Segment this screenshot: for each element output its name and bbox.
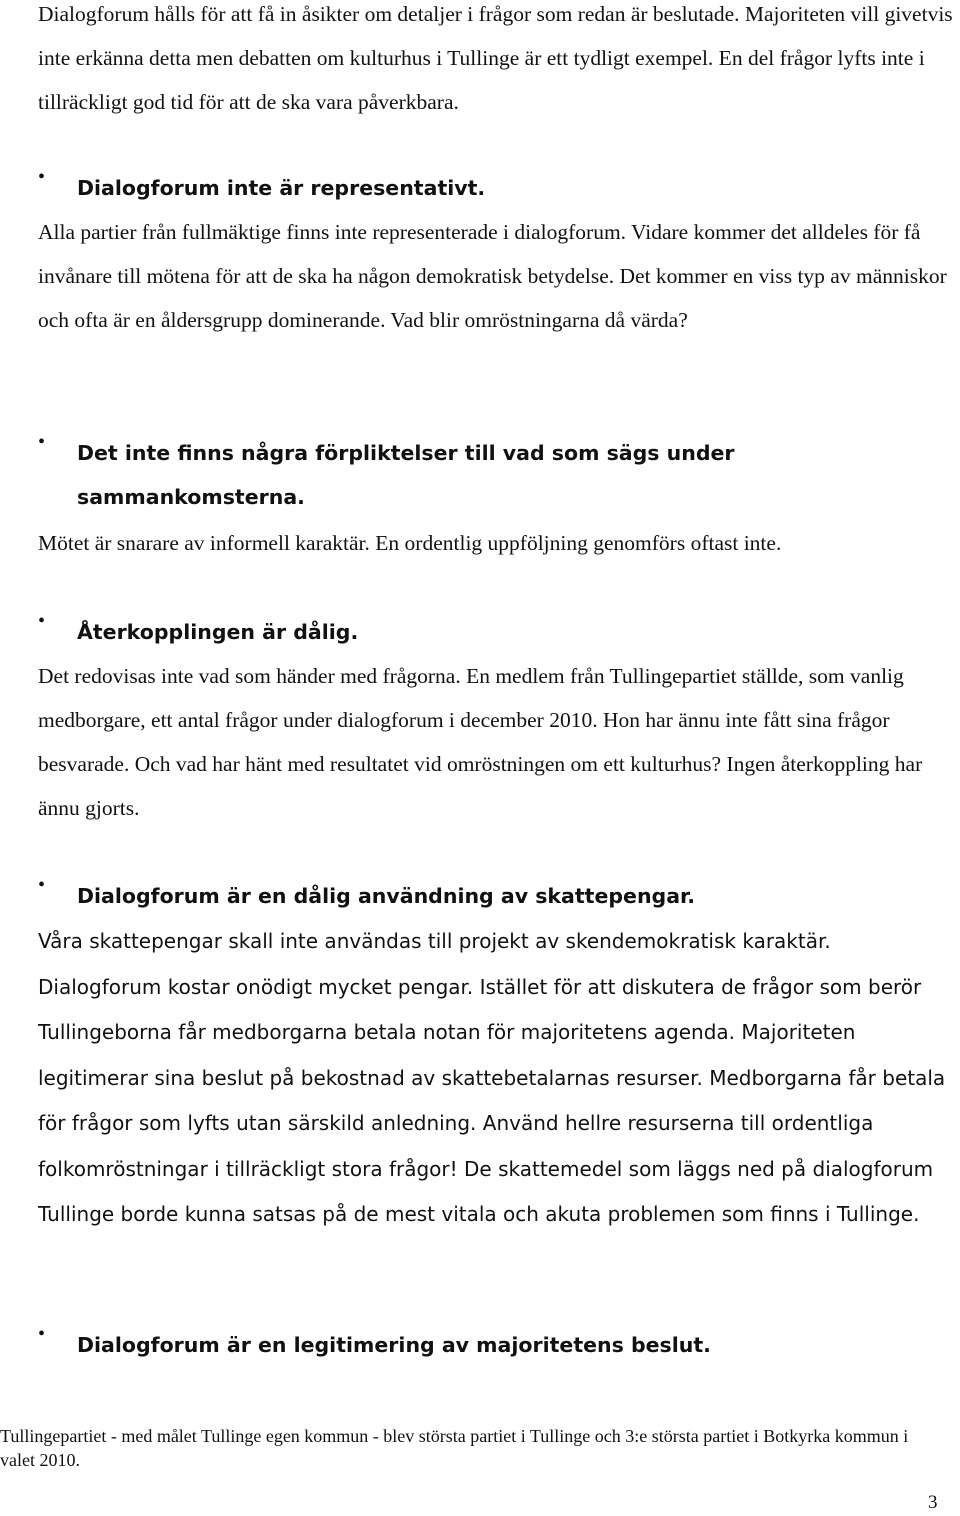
section-body-4: Våra skattepengar skall inte användas till projekt av skendemokratisk karaktär. Dialogforum kostar onödigt mycket pengar. Istället för att diskutera de frågor som berör Tullingeborna får medborgarna betala notan för majoritetens agenda. Majoriteten legitimerar sina beslut på bekostnad av skattebetalarnas resurser. Medborgarna får betala för frågor som lyfts utan särskild anledning. Använd hellre resurserna till ordentliga folkomröstningar i tillräckligt stora frågor! De skattemedel som läggs ned på dialogforum Tullinge borde kunna satsas på de mest vitala och akuta problemen som finns i Tullinge.	[38, 929, 946, 1226]
bullet-icon: •	[38, 166, 46, 188]
section-heading-4	[38, 874, 938, 918]
section-heading-2	[38, 431, 938, 519]
intro-paragraph: Dialogforum hålls för att få in åsikter om detaljer i frågor som redan är beslutade. Majoriteten vill givetvis inte erkänna detta men debatten om kulturhus i Tullinge är ett tydligt exempel. En del frågor lyfts inte i tillräckligt god tid för att de ska vara påverkbara.	[38, 2, 953, 114]
section-body-2: Mötet är snarare av informell karaktär. En ordentlig uppföljning genomförs oftast inte.	[38, 531, 782, 555]
bullet-icon: •	[38, 1323, 46, 1345]
bullet-icon: •	[38, 874, 46, 896]
section-body-1: Alla partier från fullmäktige finns inte representerade i dialogforum. Vidare kommer det alldeles för få invånare till mötena för att de ska ha någon demokratisk betydelse. Det kommer en viss typ av människor och ofta är en åldersgrupp dominerande. Vad blir omröstningarna då värda?	[38, 220, 947, 332]
section-heading-5	[38, 1323, 938, 1367]
page-number: 3	[928, 1492, 938, 1513]
section-heading-text: Dialogforum är en dålig användning av skattepengar.	[77, 884, 696, 908]
section-heading-text: Dialogforum inte är representativt.	[77, 176, 486, 200]
section-heading-text: Dialogforum är en legitimering av majoritetens beslut.	[77, 1333, 711, 1357]
bullet-icon: •	[38, 431, 46, 453]
bullet-icon: •	[38, 610, 46, 632]
section-body-3: Det redovisas inte vad som händer med frågorna. En medlem från Tullingepartiet ställde, som vanlig medborgare, ett antal frågor under dialogforum i december 2010. Hon har ännu inte fått sina frågor besvarade. Och vad har hänt med resultatet vid omröstningen om ett kulturhus? Ingen återkoppling har ännu gjorts.	[38, 664, 923, 820]
section-heading-3	[38, 610, 938, 654]
section-heading-text: Det inte finns några förpliktelser till vad som sägs under sammankomsterna.	[77, 441, 735, 509]
section-heading-text: Återkopplingen är dålig.	[77, 620, 359, 644]
page-footer: Tullingepartiet - med målet Tullinge egen kommun - blev största partiet i Tullinge och 3:e största partiet i Botkyrka kommun i valet 2010.	[0, 1426, 909, 1470]
section-heading-1	[38, 166, 938, 210]
